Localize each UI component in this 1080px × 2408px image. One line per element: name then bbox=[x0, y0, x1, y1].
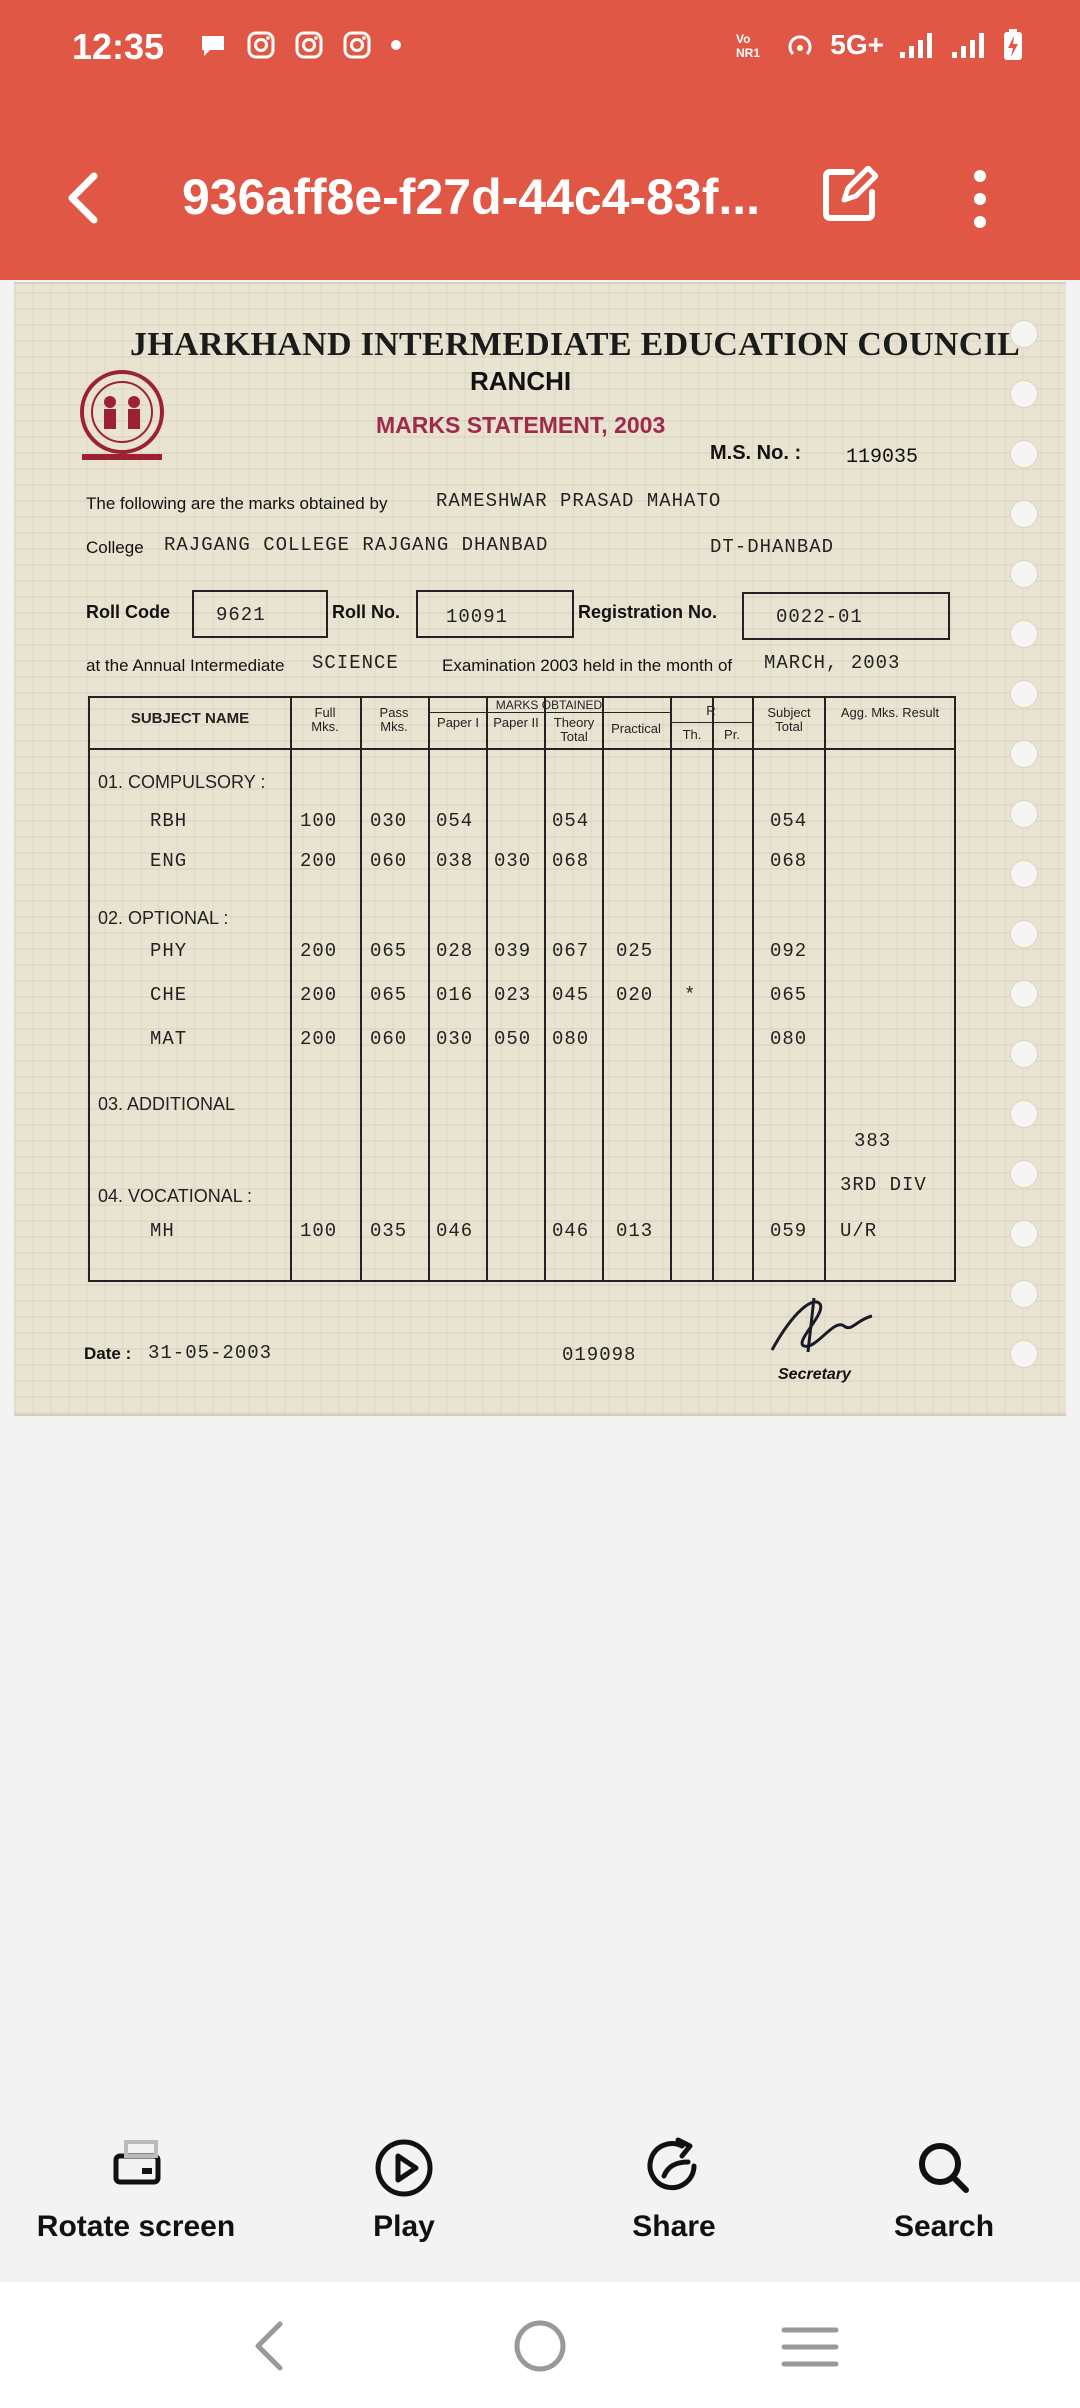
council-city: RANCHI bbox=[470, 366, 572, 396]
exam-label: Examination 2003 held in the month of bbox=[442, 656, 733, 675]
hdr-paper1: Paper I bbox=[437, 715, 479, 730]
obtained-by-label: The following are the marks obtained by bbox=[86, 494, 388, 513]
signature-icon bbox=[764, 1290, 884, 1360]
section-compulsory: 01. COMPULSORY : bbox=[98, 772, 266, 792]
nav-back-icon[interactable] bbox=[248, 2318, 288, 2374]
document-image[interactable] bbox=[14, 282, 1066, 1416]
statement-title: MARKS STATEMENT, 2003 bbox=[376, 412, 666, 438]
instagram-icon bbox=[246, 30, 276, 60]
roll-code-label: Roll Code bbox=[86, 602, 170, 622]
hdr-full: Full Mks. bbox=[311, 705, 339, 734]
more-options-icon[interactable] bbox=[966, 168, 994, 230]
ms-no-label: M.S. No. : bbox=[710, 442, 802, 464]
rotate-screen-icon bbox=[104, 2136, 168, 2200]
network-type: 5G+ bbox=[830, 29, 884, 60]
edit-icon[interactable] bbox=[822, 166, 878, 222]
council-name: JHARKHAND INTERMEDIATE EDUCATION COUNCIL bbox=[130, 326, 1021, 363]
rotate-screen-button[interactable] bbox=[36, 2136, 236, 2244]
section-additional: 03. ADDITIONAL bbox=[98, 1094, 236, 1114]
serial-number: 019098 bbox=[562, 1344, 637, 1366]
date-label: Date : bbox=[84, 1344, 132, 1363]
status-bar bbox=[0, 0, 1080, 98]
play-button[interactable] bbox=[304, 2136, 504, 2244]
nav-menu-icon[interactable] bbox=[780, 2322, 840, 2372]
svg-text:Vo: Vo bbox=[736, 32, 751, 46]
hdr-agg-result: Agg. Mks. Result bbox=[840, 705, 940, 720]
system-icons bbox=[734, 28, 1024, 62]
search-button[interactable] bbox=[844, 2136, 1044, 2244]
roll-no-label: Roll No. bbox=[332, 602, 400, 622]
hdr-marks-obtained: MARKS OBTAINED bbox=[495, 698, 603, 712]
play-label: Play bbox=[373, 2210, 435, 2243]
hdr-pr: Pr. bbox=[724, 727, 740, 742]
district: DT-DHANBAD bbox=[710, 536, 835, 558]
annual-label: at the Annual Intermediate bbox=[86, 656, 285, 675]
search-label: Search bbox=[893, 2210, 995, 2243]
instagram-icon bbox=[294, 30, 324, 60]
volte-icon bbox=[734, 30, 770, 60]
system-nav-bar bbox=[0, 2282, 1080, 2408]
nav-home-icon[interactable] bbox=[512, 2318, 568, 2374]
bottom-action-bar bbox=[0, 2100, 1080, 2280]
hdr-pass: Pass Mks. bbox=[379, 705, 409, 734]
hdr-paper2: Paper II bbox=[493, 715, 539, 730]
student-name: RAMESHWAR PRASAD MAHATO bbox=[436, 490, 722, 512]
rotate-screen-label: Rotate screen bbox=[36, 2210, 236, 2243]
council-seal-icon bbox=[76, 368, 168, 466]
file-title: 936aff8e-f27d-44c4-83f... bbox=[182, 169, 761, 225]
chat-icon bbox=[198, 30, 228, 60]
battery-charging-icon bbox=[1002, 28, 1024, 62]
exam-month: MARCH, 2003 bbox=[764, 652, 901, 674]
signal-icon bbox=[898, 30, 936, 60]
registration-value: 0022-01 bbox=[776, 606, 863, 628]
play-icon bbox=[372, 2136, 436, 2200]
share-button[interactable] bbox=[574, 2136, 774, 2244]
hdr-r: R bbox=[706, 703, 716, 718]
hdr-subject-total: Subject Total bbox=[767, 705, 811, 734]
aggregate-marks: 383 bbox=[854, 1130, 892, 1152]
hotspot-icon bbox=[784, 30, 816, 60]
svg-text:NR1: NR1 bbox=[736, 46, 761, 60]
division: 3RD DIV bbox=[840, 1174, 927, 1196]
signal-icon bbox=[950, 30, 988, 60]
registration-label: Registration No. bbox=[578, 602, 718, 622]
dot-icon bbox=[390, 39, 402, 51]
hdr-subject: SUBJECT NAME bbox=[130, 710, 250, 727]
status-time: 12:35 bbox=[72, 26, 165, 67]
marks-table: SUBJECT NAME Full Mks. Pass Mks. MARKS OBTAINED Paper I Paper II Theory Total Practical R Th. Pr. Subject Total Agg. Mks. Result 01. COMPULSORY : 02. OPTIONAL : 03. ADDITIONAL 04. VOCATIONAL : RBH 100 030 054 054 054 ENG 200 060 038 030 068 068 PHY 200 065 028 039 067 025 092 CHE 200 065 016 023 045 020 * 065 MAT 200 060 030 050 080 080 383 3RD DIV MH 100 035 046 046 013 059 U/R bbox=[88, 696, 956, 1282]
section-vocational: 04. VOCATIONAL : bbox=[98, 1186, 253, 1206]
date-value: 31-05-2003 bbox=[148, 1342, 273, 1364]
back-arrow-icon[interactable] bbox=[58, 168, 110, 228]
app-bar bbox=[0, 98, 1080, 280]
hdr-th: Th. bbox=[682, 727, 702, 742]
roll-no-value: 10091 bbox=[446, 606, 509, 628]
secretary-label: Secretary bbox=[778, 1366, 851, 1383]
stream: SCIENCE bbox=[312, 652, 399, 674]
college-label: College bbox=[86, 538, 144, 557]
roll-code-value: 9621 bbox=[216, 604, 266, 626]
instagram-icon bbox=[342, 30, 372, 60]
section-optional: 02. OPTIONAL : bbox=[98, 908, 229, 928]
share-label: Share bbox=[632, 2210, 716, 2243]
hdr-practical: Practical bbox=[611, 721, 661, 736]
share-icon bbox=[642, 2136, 706, 2200]
college-name: RAJGANG COLLEGE RAJGANG DHANBAD bbox=[164, 534, 549, 556]
search-icon bbox=[912, 2136, 976, 2200]
ms-no-value: 119035 bbox=[846, 446, 919, 469]
vocational-result: U/R bbox=[840, 1220, 878, 1242]
notification-icons bbox=[198, 30, 402, 60]
hdr-theory-total: Theory Total bbox=[553, 715, 595, 744]
